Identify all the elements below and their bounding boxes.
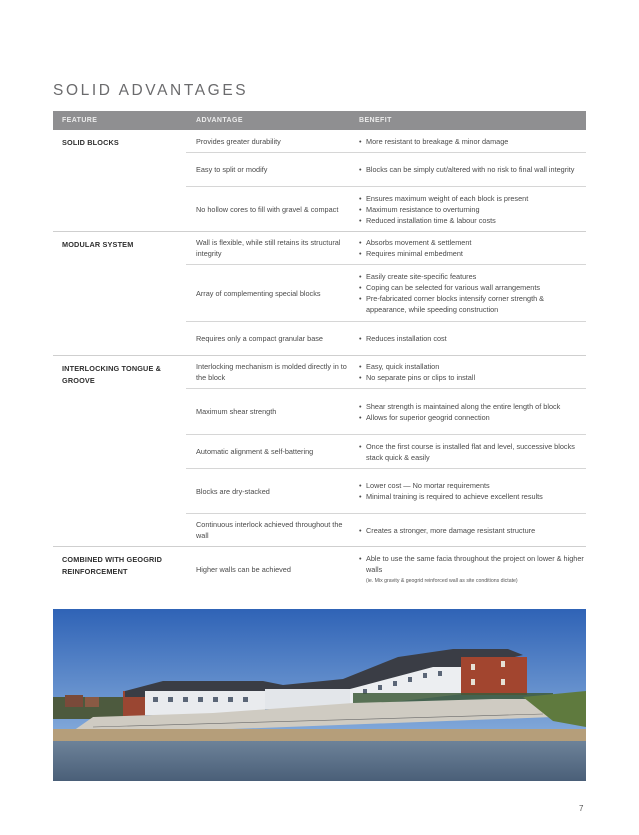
benefit-cell [347,525,586,536]
advantages-table [53,111,586,591]
benefit-list [359,480,586,502]
column-header-advantage: ADVANTAGE [196,117,243,124]
advantage-cell: Interlocking mechanism is molded directly in to the block [196,362,347,382]
feature-group [53,547,586,591]
table-row [186,469,586,514]
benefit-cell [347,553,586,585]
benefit-item: • Absorbs movement & settlement [359,237,586,248]
benefit-list [359,237,586,259]
feature-group [53,232,586,356]
benefit-list [359,136,586,147]
benefit-item: • Requires minimal embedment [359,248,586,259]
page-number: 7 [579,804,584,813]
benefit-list [359,525,586,536]
benefit-list [359,193,586,226]
table-body [53,130,586,591]
table-row [186,265,586,322]
benefit-item: • Creates a stronger, more damage resistant structure [359,525,586,536]
advantage-cell: Blocks are dry-stacked [196,486,270,496]
table-row [186,153,586,187]
benefit-cell [347,193,586,226]
benefit-item: • Coping can be selected for various wall arrangements [359,282,586,293]
column-header-benefit: BENEFIT [359,117,392,124]
table-row [186,187,586,231]
benefit-item: • Ensures maximum weight of each block is present [359,193,586,204]
advantage-cell: Easy to split or modify [196,165,268,174]
benefit-item: • Reduced installation time & labour costs [359,215,586,226]
advantage-cell: Provides greater durability [196,136,281,146]
advantage-cell: Maximum shear strength [196,407,277,416]
advantage-cell: Requires only a compact granular base [196,334,323,343]
benefit-cell [347,480,586,502]
advantage-cell: No hollow cores to fill with gravel & compact [196,204,339,214]
table-row [186,547,586,591]
page-heading: SOLID ADVANTAGES [53,82,249,99]
benefit-cell [347,401,586,423]
benefit-list [359,333,586,344]
benefit-list [359,553,586,575]
table-row [186,435,586,469]
benefit-cell [347,136,586,147]
table-row [186,232,586,265]
benefit-list [359,271,586,315]
benefit-note: (ie. Mix gravity & geogrid reinforced wall as site conditions dictate) [366,578,518,584]
benefit-list [359,401,586,423]
benefit-list [359,361,586,383]
feature-group [53,130,586,232]
benefit-item: • Shear strength is maintained along the entire length of block [359,401,586,412]
table-row [186,514,586,546]
advantage-cell: Array of complementing special blocks [196,288,321,298]
table-row [186,389,586,435]
building-retaining-wall-photo [53,609,586,781]
benefit-item: • More resistant to breakage & minor damage [359,136,586,147]
feature-label: MODULAR SYSTEM [62,240,134,249]
benefit-cell [347,237,586,259]
benefit-list [359,164,586,175]
photo-illustration [53,609,586,781]
benefit-cell [347,164,586,175]
benefit-cell [347,333,586,344]
benefit-item: • Minimal training is required to achieve excellent results [359,491,586,502]
benefit-item: • Easy, quick installation [359,361,586,372]
table-header [53,111,586,130]
benefit-item: • Pre-fabricated corner blocks intensify corner strength & appearance, while speeding construction [359,293,586,315]
benefit-cell [347,271,586,315]
feature-label: COMBINED WITH GEOGRID REINFORCEMENT [62,555,163,576]
benefit-item: • Blocks can be simply cut/altered with no risk to final wall integrity [359,164,586,175]
benefit-list [359,441,586,463]
benefit-item: • Once the first course is installed flat and level, successive blocks stack quick & easily [359,441,586,463]
benefit-item: • Lower cost — No mortar requirements [359,480,586,491]
benefit-cell [347,361,586,383]
advantage-cell: Continuous interlock achieved throughout the wall [196,520,343,540]
feature-label: SOLID BLOCKS [62,138,119,147]
table-row [186,356,586,389]
table-row [186,322,586,355]
benefit-cell [347,441,586,463]
advantage-cell: Higher walls can be achieved [196,564,291,574]
column-header-feature: FEATURE [62,117,98,124]
benefit-item: • Reduces installation cost [359,333,586,344]
benefit-item: • Allows for superior geogrid connection [359,412,586,423]
feature-label: INTERLOCKING TONGUE & GROOVE [62,364,162,385]
feature-group [53,356,586,547]
advantage-cell: Wall is flexible, while still retains its structural integrity [196,238,341,258]
benefit-item: • Able to use the same facia throughout the project on lower & higher walls [359,553,586,575]
benefit-item: • Maximum resistance to overturning [359,204,586,215]
advantage-cell: Automatic alignment & self-battering [196,447,314,456]
benefit-item: • Easily create site-specific features [359,271,586,282]
benefit-item: • No separate pins or clips to install [359,372,586,383]
table-row [186,130,586,153]
